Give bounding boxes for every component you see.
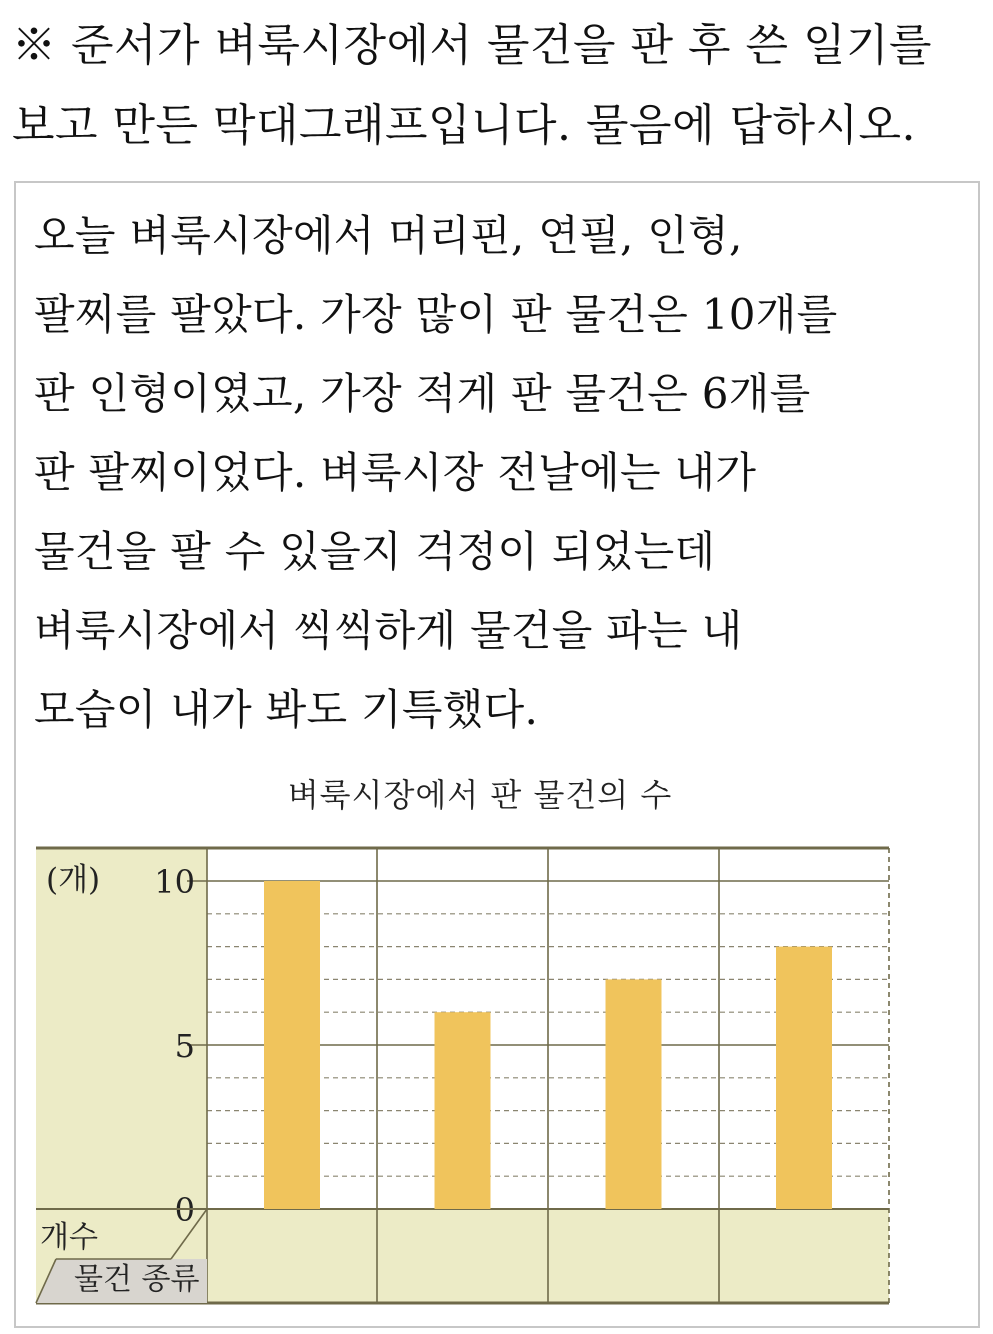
y-unit-label: (개): [46, 862, 101, 898]
diary-line: 팔찌를 팔았다. 가장 많이 판 물건은 10개를: [34, 290, 838, 339]
y-tick-label: 10: [154, 863, 195, 901]
diary-line: 판 팔찌이었다. 벼룩시장 전날에는 내가: [34, 448, 757, 497]
bar: [776, 947, 832, 1209]
y-tick-label: 5: [174, 1027, 195, 1065]
diary-line: 벼룩시장에서 씩씩하게 물건을 파는 내: [34, 606, 743, 655]
bar: [264, 881, 320, 1209]
diary-line: 판 인형이였고, 가장 적게 판 물건은 6개를: [34, 369, 811, 418]
question-line: ※ 준서가 벼룩시장에서 물건을 판 후 쓴 일기를: [12, 20, 932, 71]
diary-line: 물건을 팔 수 있을지 걱정이 되었는데: [34, 527, 716, 576]
diary-line: 오늘 벼룩시장에서 머리핀, 연필, 인형,: [34, 211, 743, 260]
x-axis-title: 물건 종류: [74, 1262, 200, 1297]
bar: [606, 979, 662, 1209]
y-axis-title: 개수: [40, 1220, 98, 1255]
diary-line: 모습이 내가 봐도 기특했다.: [34, 685, 539, 734]
bar: [435, 1012, 491, 1209]
question-line: 보고 만든 막대그래프입니다. 물음에 답하시오.: [12, 100, 916, 151]
y-tick-label: 0: [174, 1191, 195, 1229]
chart-title: 벼룩시장에서 판 물건의 수: [287, 776, 673, 814]
